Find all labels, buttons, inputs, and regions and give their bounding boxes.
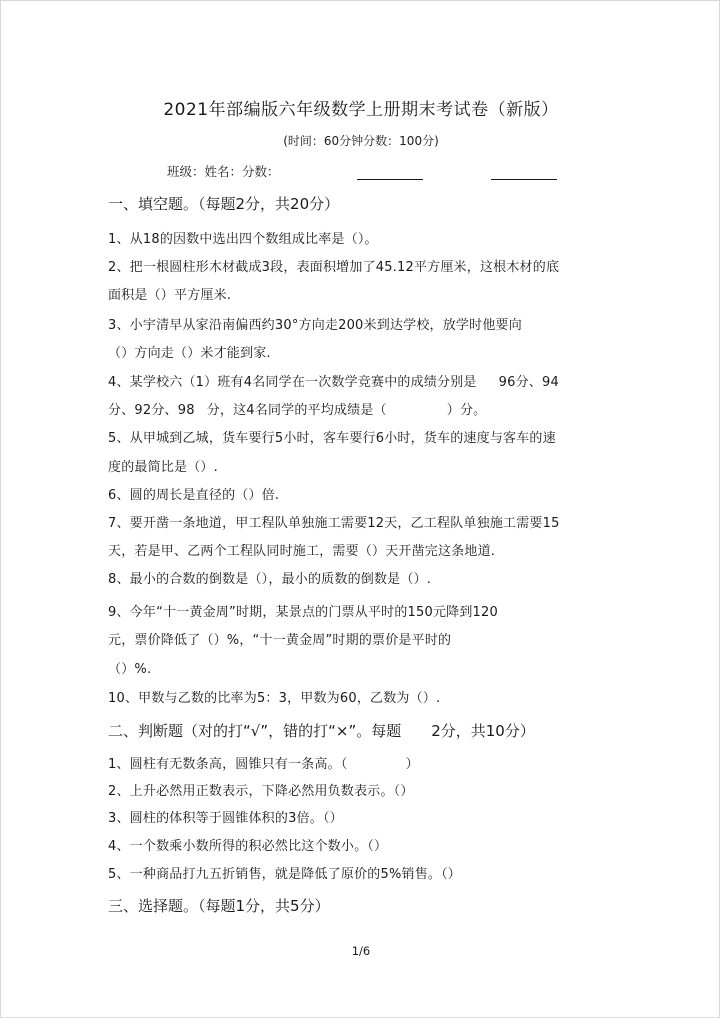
student-info-row — [167, 162, 557, 180]
question-text: 96分、94 — [498, 375, 559, 390]
question-line: （）%. — [108, 662, 152, 677]
question-line: 4、一个数乘小数所得的积必然比这个数小。（） — [108, 839, 388, 854]
question-text: ） — [405, 757, 419, 772]
question-line-4b — [108, 399, 486, 418]
section-1-heading: 一、填空题。（每题2分，共20分） — [108, 195, 340, 213]
question-line: 5、从甲城到乙城，货车要行5小时，客车要行6小时，货车的速度与客车的速 — [108, 431, 556, 446]
question-line: 2、把一根圆柱形木材截成3段，表面积增加了45.12平方厘米，这根木材的底 — [108, 260, 560, 275]
question-text: 4、某学校六（1）班有4名同学在一次数学竞赛中的成绩分别是 — [108, 375, 477, 390]
question-line: 8、最小的合数的倒数是（），最小的质数的倒数是（）. — [108, 572, 432, 587]
question-line: 元，票价降低了（）%，“十一黄金周”时期的票价是平时的 — [108, 633, 452, 648]
section-3-heading: 三、选择题。（每题1分，共5分） — [108, 897, 330, 915]
question-line: 9、今年“十一黄金周”时期，某景点的门票从平时的150元降到120 — [108, 605, 498, 620]
score-blank — [491, 165, 557, 180]
section-2-heading-text: 二、判断题（对的打“√”，错的打“×”。每题 — [108, 722, 402, 740]
question-text: ）分。 — [446, 403, 487, 418]
section-2-heading-text: 2分，共10分） — [431, 722, 535, 740]
question-line: 7、要开凿一条地道，甲工程队单独施工需要12天，乙工程队单独施工需要15 — [108, 516, 560, 531]
name-label: 姓名： — [204, 164, 243, 179]
question-line: 面积是（）平方厘米. — [108, 288, 232, 303]
question-line-4a — [108, 371, 559, 390]
question-line: 10、甲数与乙数的比率为5：3，甲数为60，乙数为（）. — [108, 691, 441, 706]
question-line: 度的最简比是（）. — [108, 460, 218, 475]
class-label: 班级： — [167, 164, 205, 179]
question-text: 分，这4名同学的平均成绩是（ — [206, 403, 387, 418]
question-line: （）方向走（）米才能到家. — [108, 346, 271, 361]
exam-subtitle: (时间：60分钟分数：100分) — [283, 134, 439, 148]
question-line: 3、圆柱的体积等于圆锥体积的3倍。（） — [108, 811, 343, 826]
question-text: 分、92分、98 — [108, 403, 195, 418]
question-line: 1、从18的因数中选出四个数组成比率是（）。 — [108, 232, 378, 247]
question-line: 6、圆的周长是直径的（）倍. — [108, 488, 280, 503]
question-text: 1、圆柱有无数条高，圆锥只有一条高。（ — [108, 757, 348, 772]
score-label: 分数： — [242, 164, 280, 179]
exam-title: 2021年部编版六年级数学上册期末考试卷（新版） — [163, 100, 559, 120]
question-line: 5、一种商品打九五折销售，就是降低了原价的5%销售。（） — [108, 867, 461, 882]
question-line-judge-1 — [108, 753, 419, 772]
page-number: 1/6 — [351, 944, 371, 958]
question-line: 2、上升必然用正数表示，下降必然用负数表示。（） — [108, 784, 414, 799]
question-line: 天，若是甲、乙两个工程队同时施工，需要（）天开凿完这条地道. — [108, 544, 496, 559]
question-line: 3、小宇清早从家沿南偏西约30°方向走200米到达学校，放学时他要向 — [108, 318, 522, 333]
section-2-heading — [108, 720, 535, 741]
name-blank — [357, 165, 423, 180]
